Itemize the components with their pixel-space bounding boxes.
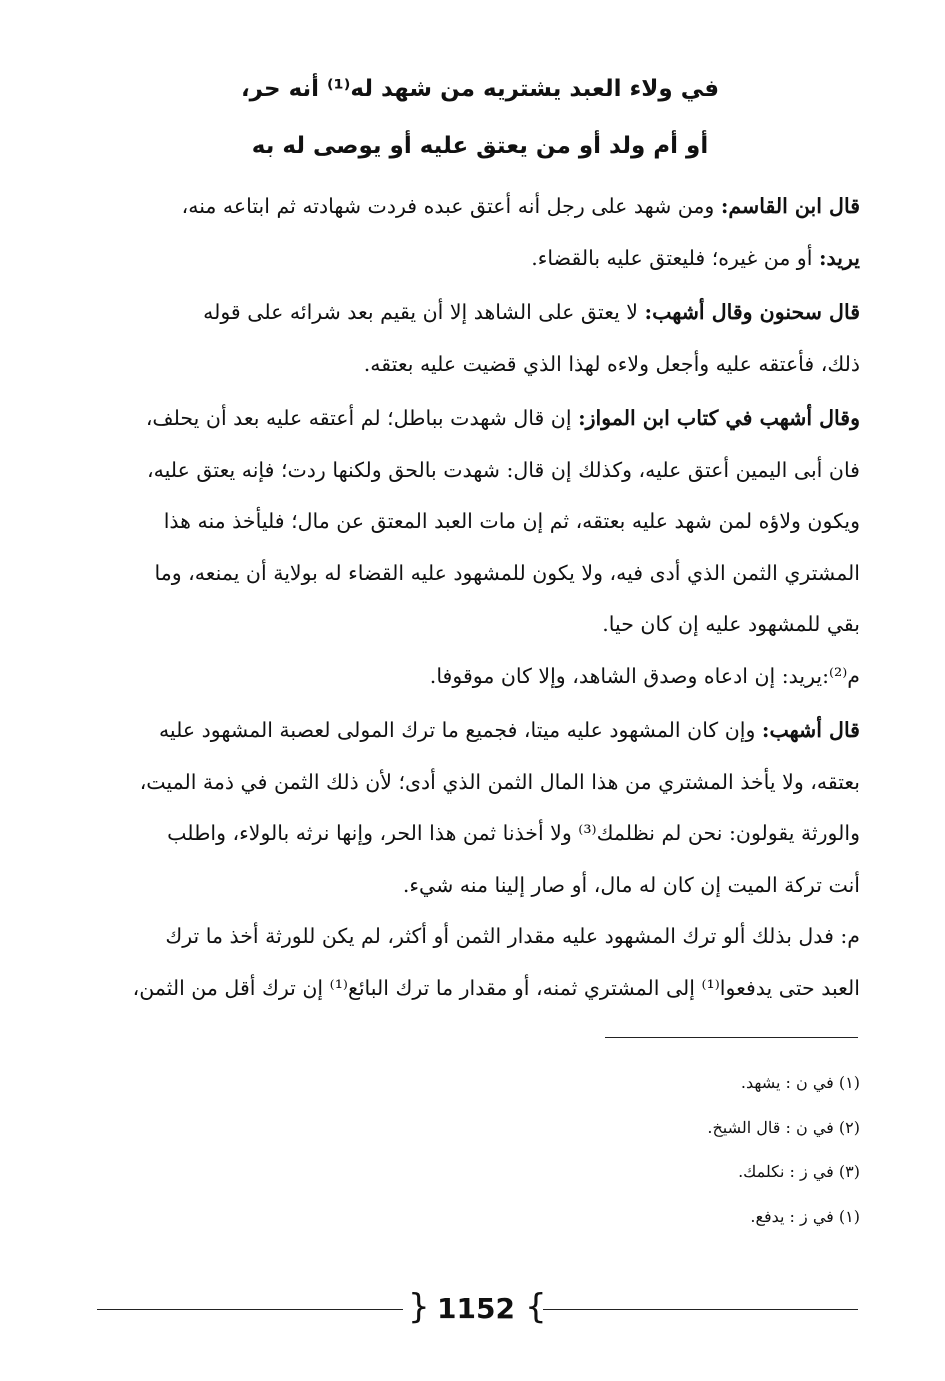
paragraph-line: والورثة يقولون: نحن لم نظلمك⁽³⁾ ولا أخذنا ثمن هذا الحر، وإنها نرثه بالولاء، واطلب — [167, 821, 860, 845]
line-text: إن قال شهدت بباطل؛ لم أعتقه عليه بعد أن يحلف، — [145, 406, 572, 430]
paragraph-ashhab-ibn-al-mawwaz — [104, 393, 860, 651]
page-number-bracket-right: } — [525, 1287, 547, 1327]
paragraph-line: ذلك، فأعتقه عليه وأجعل ولاءه لهذا الذي قضيت عليه بعتقه. — [363, 351, 860, 376]
paragraph-line: العبد حتى يدفعوا⁽¹⁾ إلى المشتري ثمنه، أو مقدار ما ترك البائع⁽¹⁾ إن ترك أقل من الثمن، — [132, 975, 860, 1000]
footnote-3: (٣) في ز : نكلمك. — [738, 1162, 860, 1181]
footnote-separator — [605, 1037, 858, 1038]
chapter-title-line-1: في ولاء العبد يشتريه من شهد له⁽¹⁾ أنه حر، — [240, 76, 720, 102]
footnote-1: (١) في ن : يشهد. — [740, 1073, 860, 1092]
paragraph-line — [104, 705, 860, 757]
footnote-4: (١) في ز : يدفع. — [750, 1207, 860, 1226]
paragraph-sahnun-ashhab — [104, 287, 860, 390]
paragraph-line: أنت تركة الميت إن كان له مال، أو صار إلينا منه شيء. — [402, 872, 860, 897]
page-number-bracket-left: { — [408, 1287, 430, 1327]
paragraph-line — [104, 181, 860, 233]
paragraph-line: م: فدل بذلك ألو ترك المشهود عليه مقدار الثمن أو أكثر، لم يكن للورثة أخذ ما ترك — [165, 924, 860, 948]
speaker-label: قال أشهب: — [761, 718, 860, 742]
chapter-title-line-2: أو أم ولد أو من يعتق عليه أو يوصى له به — [251, 133, 709, 159]
footer-rule-right — [543, 1309, 858, 1310]
paragraph-line: بقي للمشهود عليه إن كان حيا. — [602, 612, 860, 636]
footnote-2: (٢) في ن : قال الشيخ. — [707, 1118, 860, 1137]
paragraph-line: م⁽²⁾:يريد: إن ادعاه وصدق الشاهد، وإلا كان موقوفا. — [429, 664, 860, 688]
speaker-label: وقال أشهب في كتاب ابن المواز: — [578, 406, 860, 430]
paragraph-commentary-1 — [104, 651, 860, 703]
line-text: لا يعتق على الشاهد إلا أن يقيم بعد شرائه على قوله — [203, 300, 639, 324]
paragraph-ashhab-deceased — [104, 705, 860, 911]
footer-rule-left — [97, 1309, 403, 1310]
paragraph-commentary-2 — [104, 911, 860, 1014]
line-text: وإن كان المشهود عليه ميتا، فجميع ما ترك المولى لعصبة المشهود عليه — [158, 718, 756, 742]
paragraph-line: ويكون ولاؤه لمن شهد عليه بعتقه، ثم إن مات العبد المعتق عن مال؛ فليأخذ منه هذا — [163, 509, 860, 533]
speaker-label: قال سحنون وقال أشهب: — [644, 300, 860, 324]
line-text: ومن شهد على رجل أنه أعتق عبده فردت شهادته ثم ابتاعه منه، — [181, 194, 715, 218]
paragraph-line: فان أبى اليمين أعتق عليه، وكذلك إن قال: شهدت بالحق ولكنها ردت؛ فإنه يعتق عليه، — [147, 457, 860, 482]
paragraph-line: المشتري الثمن الذي أدى فيه، ولا يكون للمشهود عليه القضاء له بولاية أن يمنعه، وما — [154, 560, 860, 585]
line-text: أو من غيره؛ فليعتق عليه بالقضاء. — [531, 245, 813, 270]
speaker-label: يريد: — [818, 245, 860, 270]
page-number: 1152 — [437, 1292, 515, 1325]
paragraph-line — [104, 287, 860, 339]
paragraph-line: بعتقه، ولا يأخذ المشتري من هذا المال الثمن الذي أدى؛ لأن ذلك الثمن في ذمة الميت، — [139, 769, 860, 794]
paragraph-line — [104, 393, 860, 445]
speaker-label: قال ابن القاسم: — [720, 194, 860, 218]
paragraph-line — [104, 233, 860, 285]
paragraph-ibn-al-qasim — [104, 181, 860, 284]
